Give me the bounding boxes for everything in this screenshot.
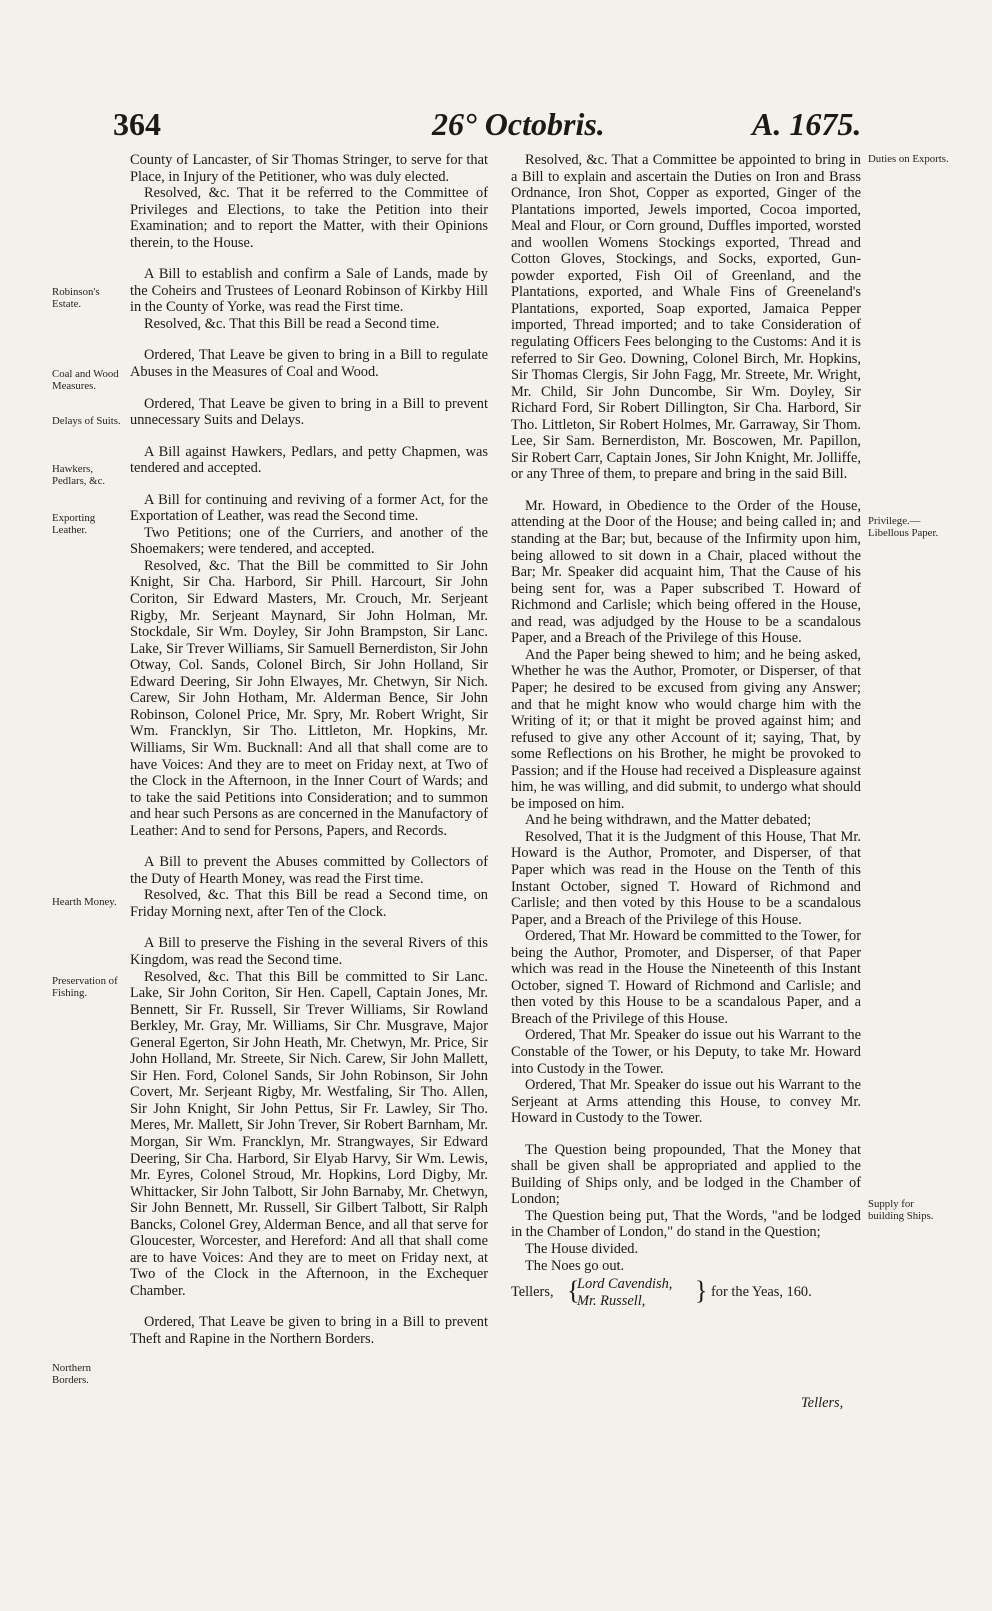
margin-note-privilege: Privilege.— Libellous Paper.	[868, 515, 939, 539]
left-para-4: Resolved, &c. That this Bill be read a Second time.	[144, 315, 440, 332]
tellers-label: Tellers,	[511, 1284, 554, 1301]
left-para-12: Resolved, &c. That this Bill be read a Second time, on Friday Morning next, after Ten of the Clock.	[130, 887, 488, 920]
margin-note-hearth: Hearth Money.	[52, 896, 117, 908]
teller-names	[577, 1276, 672, 1309]
teller-2: Mr. Russell,	[577, 1292, 646, 1309]
right-para-9: The Question being propounded, That the Money that shall be given shall be appropriated and applied to the Building of Ships only, and be lodged in the Chamber of London;	[511, 1141, 861, 1208]
right-para-8: Ordered, That Mr. Speaker do issue out his Warrant to the Serjeant at Arms attending this House, to convey Mr. Howard in Custody to the Tower.	[511, 1077, 861, 1127]
left-para-9: Two Petitions; one of the Curriers, and another of the Shoemakers; were tendered, and accepted.	[130, 524, 488, 558]
right-brace: }	[695, 1276, 708, 1306]
margin-note-northern: Northern Borders.	[52, 1362, 91, 1386]
left-para-3: A Bill to establish and confirm a Sale of Lands, made by the Coheirs and Trustees of Leonard Robinson of Kirkby Hill in the County of Yorke, was read the First time.	[130, 266, 488, 316]
left-para-8: A Bill for continuing and reviving of a former Act, for the Exportation of Leather, was read the Second time.	[130, 491, 488, 525]
margin-note-hawkers: Hawkers, Pedlars, &c.	[52, 463, 106, 487]
margin-note-robinson: Robinson's Estate.	[52, 286, 100, 310]
left-para-5: Ordered, That Leave be given to bring in a Bill to regulate Abuses in the Measures of Coal and Wood.	[130, 347, 488, 381]
left-para-14: Resolved, &c. That this Bill be committed to Sir Lanc. Lake, Sir John Coriton, Sir Hen. Capell, Captain Jones, Mr. Bennett, Sir Fr. Russell, Sir Trever Williams, Sir Rowland Berkley, Mr. Gray, Mr. Williams, Sir Chr. Musgrave, Major General Egerton, Sir John Heath, Mr. Chetwyn, Mr. Price, Sir John Holland, Mr. Streete, Sir Nich. Carew, Sir John Mallett, Sir Hen. Ford, Colonel Sands, Sir John Robinson, Sir John Covert, Mr. Serjeant Rigby, Mr. Westfaling, Sir Tho. Allen, Sir John Knight, Sir John Pettus, Sir Fr. Lawley, Sir Tho. Meres, Mr. Mallett, Sir John Trever, Sir Robert Barnham, Mr. Morgan, Sir Wm. Francklyn, Mr. Strangwayes, Sir Edward Deering, Sir Cha. Harbord, Sir Elyab Harvy, Sir Wm. Lewis, Mr. Eyres, Colonel Stroud, Mr. Hopkins, Lord Digby, Mr. Whittacker, Sir John Talbott, Sir John Barnaby, Mr. Chetwyn, Sir John Bennett, Mr. Russell, Sir Gilbert Talbott, Sir Ralph Bancks, Colonel Grey, Alderman Bence, and all that serve for Gloucester, Worcester, and Hereford: And all that shall come are to have Voices: And they are to meet on Friday next, at Two of the Clock in the Afternoon, in the Exchequer Chamber.	[130, 968, 488, 1299]
left-para-2: Resolved, &c. That it be referred to the Committee of Privileges and Elections, to take the Petition into their Examination; and to report the Matter, with their Opinions therein, to the House.	[130, 185, 488, 251]
tellers-block	[511, 1276, 861, 1310]
left-para-10: Resolved, &c. That the Bill be committed to Sir John Knight, Sir Cha. Harbord, Sir Phill. Harcourt, Sir John Coriton, Sir Edward Masters, Mr. Crouch, Mr. Serjeant Rigby, Mr. Serjeant Maynard, Sir John Holman, Mr. Stockdale, Sir Wm. Doyley, Sir John Brampston, Sir Lanc. Lake, Sir Trever Williams, Sir Samuell Bernerdiston, Sir John Otway, Col. Sands, Colonel Birch, Sir John Holland, Sir Edward Deering, Sir John Elwayes, Mr. Chetwyn, Sir Nich. Carew, Sir John Hotham, Mr. Alderman Bence, Sir John Robinson, Colonel Price, Mr. Spry, Mr. Robert Wright, Sir Wm. Francklyn, Sir Tho. Littleton, Mr. Hopkins, Mr. Williams, Sir Wm. Bucknall: And all that shall come are to have Voices: And they are to meet on Friday next, at Two of the Clock in the Afternoon, in the Inner Court of Wards; and to take the said Petitions into Consideration; and to summon and hear such Persons as are concerned in the Manufactory of Leather: And to send for Persons, Papers, and Records.	[130, 557, 488, 839]
margin-note-supply: Supply for building Ships.	[868, 1198, 934, 1222]
page-year: A. 1675.	[752, 106, 862, 142]
margin-note-duties: Duties on Exports.	[868, 153, 949, 165]
left-para-6: Ordered, That Leave be given to bring in a Bill to prevent unnecessary Suits and Delays.	[130, 395, 488, 429]
teller-1: Lord Cavendish,	[577, 1276, 673, 1293]
left-para-15: Ordered, That Leave be given to bring in a Bill to prevent Theft and Rapine in the Northern Borders.	[130, 1314, 488, 1347]
margin-note-coal: Coal and Wood Measures.	[52, 368, 119, 392]
left-para-11: A Bill to prevent the Abuses committed by Collectors of the Duty of Hearth Money, was read the First time.	[130, 854, 488, 887]
right-para-2: Mr. Howard, in Obedience to the Order of the House, attending at the Door of the House; and being called in; and standing at the Bar; but, because of the Infirmity upon him, being allowed to sit down in a Chair, placed without the Bar; Mr. Speaker did acquaint him, That the Cause of his being sent for, was a Paper subscribed T. Howard of Richmond and Carlisle; which being offered in the House, and read, was adjudged by the House to be a scandalous Paper, and a Breach of the Privilege of this House.	[511, 497, 861, 647]
right-para-11: The House divided.	[525, 1241, 639, 1257]
right-para-5: Resolved, That it is the Judgment of this House, That Mr. Howard is the Author, Promoter, and Disperser, of that Paper which was read in the House on the Tenth of this Instant October, signed T. Howard of Richmond and Carlisle; and then voted by this House to be a scandalous Paper, and a Breach of the Privilege of this House.	[511, 828, 861, 928]
yeas-count: for the Yeas, 160.	[711, 1284, 812, 1301]
right-para-12: The Noes go out.	[525, 1257, 625, 1274]
margin-note-leather: Exporting Leather.	[52, 512, 96, 536]
right-para-7: Ordered, That Mr. Speaker do issue out his Warrant to the Constable of the Tower, or his Deputy, to take Mr. Howard into Custody in the Tower.	[511, 1027, 861, 1077]
margin-note-delays: Delays of Suits.	[52, 415, 121, 427]
right-para-10: The Question being put, That the Words, "and be lodged in the Chamber of London," do stand in the Question;	[511, 1207, 861, 1241]
page-number: 364	[113, 106, 161, 142]
right-para-3: And the Paper being shewed to him; and he being asked, Whether he was the Author, Promoter, or Disperser, of that Paper; he desired to be excused from giving any Answer; and that he might know who would charge him with the Writing of it; or that it might be proved against him; and refused to give any other Account of it; saying, That, by some Reflections on his Brother, he might be provoked to Passion; and if the House had received a Displeasure against him, he was willing, and did submit, to undergo what should be imposed on him.	[511, 646, 861, 812]
margin-note-fishing: Preservation of Fishing.	[52, 975, 118, 999]
left-column	[130, 152, 488, 1348]
left-para-1: County of Lancaster, of Sir Thomas Stringer, to serve for that Place, in Injury of the Petitioner, who was duly elected.	[130, 152, 488, 185]
right-para-4: And he being withdrawn, and the Matter debated;	[525, 812, 812, 829]
left-para-13: A Bill to preserve the Fishing in the several Rivers of this Kingdom, was read the Second time.	[130, 935, 488, 968]
left-para-7: A Bill against Hawkers, Pedlars, and petty Chapmen, was tendered and accepted.	[130, 443, 488, 477]
right-para-1: Resolved, &c. That a Committee be appointed to bring in a Bill to explain and ascertain the Duties on Iron and Brass Ordnance, Iron Shot, Copper as exported, Ginger of the Plantations imported, Jewels imported, Cocoa imported, Meal and Flour, or Corn ground, Duffles imported, worsted and woollen Womens Stockings exported, Thread and Cotton Gloves, Stockings, and Socks, exported, Gun-powder exported, Fish Oil of Greenland, and the Plantations, exported, and Whale Fins of Greeneland's Plantations, exported, Soap exported, Jamaica Pepper imported, Thread imported; and to take Consideration of regulating Officers Fees belonging to the Customs: And it is referred to Sir Geo. Downing, Colonel Birch, Mr. Hopkins, Sir Thomas Clergis, Sir John Fagg, Mr. Streete, Mr. Wright, Mr. Child, Sir John Duncombe, Sir Wm. Doyley, Sir Richard Ford, Sir Robert Dillington, Sir Cha. Harbord, Sir Tho. Littleton, Sir Robert Holmes, Mr. Garraway, Sir Thom. Lee, Sir Sam. Bernerdiston, Mr. Boscowen, Mr. Papillon, Sir Robert Carr, Captain Jones, Sir John Knight, Mr. Jolliffe, or any Three of them, to prepare and bring in the said Bill.	[511, 152, 861, 483]
catchword: Tellers,	[801, 1395, 844, 1411]
right-column	[511, 152, 861, 1310]
page-date-heading: 26° Octobris.	[432, 106, 605, 142]
right-para-6: Ordered, That Mr. Howard be committed to the Tower, for being the Author, Promoter, and Disperser, of that Paper which was read in the House the Nineteenth of this Instant October, signed T. Howard of Richmond and Carlisle; and then voted by this House to be a scandalous Paper, and a Breach of the Privilege of this House.	[511, 928, 861, 1027]
left-brace: {	[567, 1276, 580, 1306]
